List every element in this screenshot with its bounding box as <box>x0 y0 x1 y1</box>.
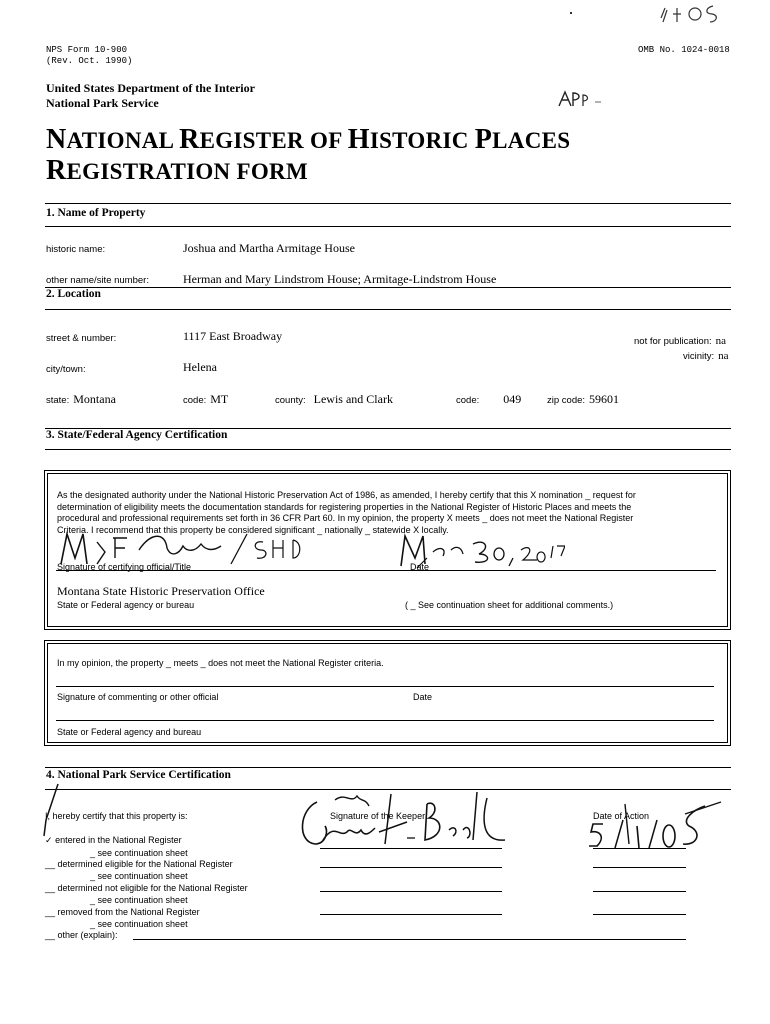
keeper-signature-label: Signature of the Keeper <box>330 811 426 821</box>
other-explain-line <box>133 939 686 940</box>
keeper-sig-line-2 <box>320 867 502 868</box>
state-code-field: code: MT <box>183 392 229 406</box>
nps-item-other: __ other (explain): <box>45 930 118 940</box>
agency-value: Montana State Historic Preservation Office <box>57 584 265 598</box>
handwritten-action-date <box>585 790 725 860</box>
historic-name-label: historic name: <box>46 244 106 255</box>
keeper-sig-line-4 <box>320 914 502 915</box>
section4-heading: 4. National Park Service Certification <box>46 769 231 781</box>
keeper-intro: I, hereby certify that this property is: <box>45 811 188 821</box>
commenting-sig-line <box>56 686 714 687</box>
date-line-3 <box>593 891 686 892</box>
section2-heading: 2. Location <box>46 288 101 300</box>
section4-top-rule <box>45 767 731 768</box>
agency-bureau-label: State or Federal agency and bureau <box>57 727 202 737</box>
other-name-value: Herman and Mary Lindstrom House; Armitage-Lindstrom House <box>183 272 497 286</box>
continuation-note: ( _ See continuation sheet for additional comments.) <box>405 600 614 610</box>
commenting-date-label: Date <box>413 692 433 702</box>
nps-item-removed: __ removed from the National Register _ see continuation sheet <box>45 907 200 929</box>
nps-item-not-eligible: __ determined not eligible for the National Register _ see continuation sheet <box>45 883 248 905</box>
county-code-field: code: 049 <box>456 392 522 406</box>
form-revision: (Rev. Oct. 1990) <box>46 56 133 66</box>
street-label: street & number: <box>46 333 117 344</box>
date-line-4 <box>593 914 686 915</box>
nps-item-entered: ✓ entered in the National Register _ see continuation sheet <box>45 835 188 858</box>
section1-heading: 1. Name of Property <box>46 207 146 219</box>
city-label: city/town: <box>46 364 86 375</box>
vicinity: vicinity: na <box>683 350 729 362</box>
date-of-action-label: Date of Action <box>593 811 650 821</box>
check-mark-icon: ✓ <box>45 836 53 846</box>
street-value: 1117 East Broadway <box>183 329 283 343</box>
omb-number: OMB No. 1024-0018 <box>638 45 730 55</box>
handwritten-slash-mark <box>34 780 64 840</box>
handwritten-number <box>655 0 745 30</box>
other-name-label: other name/site number: <box>46 275 149 286</box>
handwritten-app-mark <box>555 88 615 112</box>
department: United States Department of the Interior <box>46 81 255 95</box>
section1-top-rule <box>45 203 731 204</box>
agency-label: State or Federal agency or bureau <box>57 600 195 610</box>
form-title-line2: REGISTRATION FORM <box>46 155 308 186</box>
keeper-sig-line-3 <box>320 891 502 892</box>
commenting-signature-label: Signature of commenting or other official <box>57 692 219 702</box>
not-for-publication: not for publication: na <box>634 335 727 347</box>
opinion-line: In my opinion, the property _ meets _ does not meet the National Register criteria. <box>57 658 384 668</box>
state-field: state: Montana <box>46 392 116 406</box>
agency-line <box>56 720 714 721</box>
service: National Park Service <box>46 96 159 110</box>
section1-under-rule <box>45 226 731 227</box>
speck <box>570 12 572 14</box>
handwritten-keeper-signature <box>295 782 510 862</box>
date-line-2 <box>593 867 686 868</box>
zip-field: zip code: 59601 <box>547 392 620 406</box>
certification-text: As the designated authority under the National Historic Preservation Act of 1986, as amended, I hereby certify that this X nomination _ request for determination of eligibility meets the documentation standards for registering properties in the National Register of Historic Places and meets the procedural and professional requirements set forth in 36 CFR Part 60. In my opinion, the property X meets _ does not meet the National Register Criteria. I recommend that this property be considered significant _ nationally _ statewide X locally. <box>57 490 636 535</box>
form-id: NPS Form 10-900 <box>46 45 128 55</box>
section2-top-rule <box>45 287 731 288</box>
historic-name-value: Joshua and Martha Armitage House <box>183 241 355 255</box>
county-field: county: Lewis and Clark <box>275 392 393 406</box>
nps-item-eligible: __ determined eligible for the National Register _ see continuation sheet <box>45 859 233 881</box>
city-value: Helena <box>183 360 217 374</box>
section3-heading: 3. State/Federal Agency Certification <box>46 429 228 441</box>
form-title-line1: NATIONAL REGISTER OF HISTORIC PLACES <box>46 124 571 155</box>
section3-under-rule <box>45 449 731 450</box>
certifying-date-label: Date <box>410 562 430 572</box>
section2-under-rule <box>45 309 731 310</box>
certifying-signature-label: Signature of certifying official/Title <box>57 562 192 572</box>
